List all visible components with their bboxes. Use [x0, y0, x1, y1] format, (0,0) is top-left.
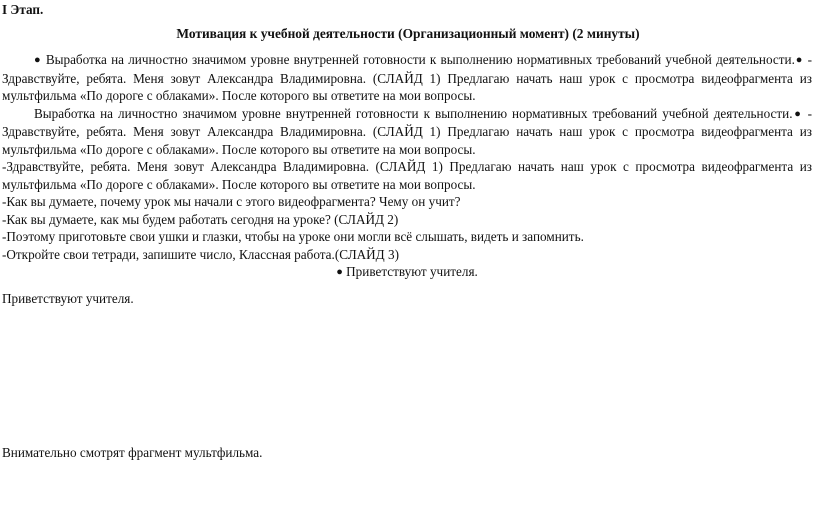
- dash: -: [802, 105, 812, 121]
- stage-title: I Этап.: [2, 2, 44, 17]
- greet-teacher-text: Приветствуют учителя.: [346, 264, 478, 279]
- bullet-icon: ●: [794, 54, 804, 66]
- student-response-watch: Внимательно смотрят фрагмент мультфильма.: [2, 445, 263, 460]
- paragraph-goal-2: [2, 105, 812, 159]
- greeting-text: Здравствуйте, ребята. Меня зовут Александра Владимировна. (СЛАЙД 1) Предлагаю начать наш урок с просмотра видеофрагмента из мультфильма «По дороге с облаками». После которого вы ответите на мои вопросы.: [2, 124, 812, 157]
- bullet-icon: ●: [336, 266, 343, 278]
- question-line: -Откройте свои тетради, запишите число, Классная работа.(СЛАЙД 3): [2, 246, 399, 262]
- question-line: -Как вы думаете, почему урок мы начали с этого видеофрагмента? Чему он учит?: [2, 194, 461, 209]
- section-heading: Мотивация к учебной деятельности (Организационный момент) (2 минуты): [176, 26, 640, 41]
- teacher-text: [2, 51, 812, 282]
- goal-text: Выработка на личностно значимом уровне внутренней готовности к выполнению нормативных требований учебной деятельности.: [45, 52, 795, 67]
- bullet-icon: ●: [34, 54, 42, 66]
- greet-teacher-line: [2, 263, 812, 282]
- bullet-icon: ●: [792, 107, 803, 120]
- dash: -: [803, 52, 812, 67]
- student-response-greet: Приветствуют учителя.: [2, 291, 134, 306]
- question-line: -Поэтому приготовьте свои ушки и глазки, чтобы на уроке они могли всё слышать, видеть и запомнить.: [2, 229, 584, 244]
- greeting-text: Здравствуйте, ребята. Меня зовут Александра Владимировна. (СЛАЙД 1) Предлагаю начать наш урок с просмотра видеофрагмента из мультфильма «По дороге с облаками». После которого вы ответите на мои вопросы.: [2, 70, 812, 103]
- paragraph-goal-1: [2, 51, 812, 105]
- question-line: -Как вы думаете, как мы будем работать сегодня на уроке? (СЛАЙД 2): [2, 211, 399, 227]
- goal-text: Выработка на личностно значимом уровне внутренней готовности к выполнению нормативных требований учебной деятельности.: [34, 105, 793, 121]
- greeting-line: -Здравствуйте, ребята. Меня зовут Александра Владимировна. (СЛАЙД 1) Предлагаю начать наш урок с просмотра видеофрагмента из мультфильма «По дороге с облаками». После которого вы ответите на мои вопросы.: [2, 159, 812, 192]
